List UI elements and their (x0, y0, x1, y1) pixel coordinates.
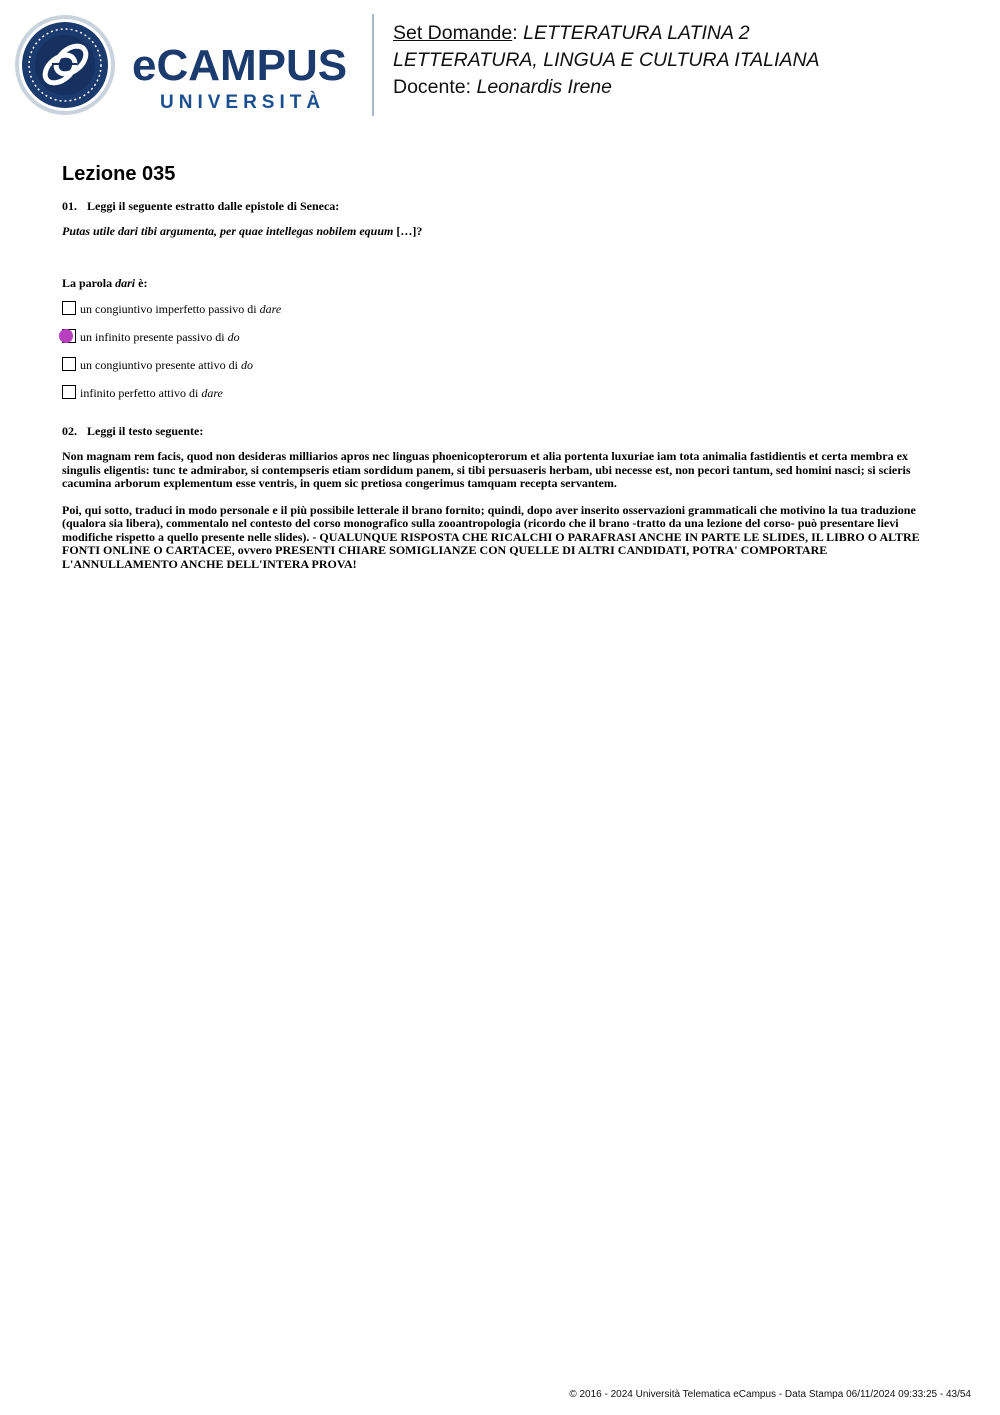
ecampus-seal-logo (14, 14, 116, 116)
selected-answer-marker (59, 329, 73, 343)
answer-options (62, 301, 922, 413)
answer-term: do (240, 358, 253, 372)
header-divider (372, 14, 374, 116)
answer-option[interactable] (62, 329, 922, 357)
answer-text: un infinito presente passivo di (80, 330, 225, 344)
answer-term: do (227, 330, 240, 344)
teacher-label: Docente: (393, 76, 472, 98)
prompt-after: è: (138, 276, 148, 290)
answer-text: un congiuntivo presente attivo di (80, 358, 238, 372)
answer-option[interactable] (62, 301, 922, 329)
answer-option[interactable] (62, 385, 922, 413)
quote-latin: Putas utile dari tibi argumenta, per quae intellegas nobilem equum (62, 224, 394, 238)
page-footer: © 2016 - 2024 Università Telematica eCampus - Data Stampa 06/11/2024 09:33:25 - 43/54 (569, 1389, 971, 1400)
answer-checkbox[interactable] (62, 357, 76, 371)
set-line-2 (393, 47, 820, 74)
answer-checkbox[interactable] (62, 301, 76, 315)
wordmark-main: eCAMPUS (132, 41, 348, 90)
answer-option[interactable] (62, 357, 922, 385)
question-number: 02. (62, 424, 77, 438)
answer-label (80, 357, 253, 373)
question-title (62, 198, 922, 214)
teacher-line (393, 74, 820, 101)
wordmark-sub: UNIVERSITÀ (160, 92, 326, 113)
answer-label (80, 329, 240, 345)
question-prompt (62, 275, 922, 291)
question-text: Leggi il testo seguente: (87, 424, 204, 438)
question-02 (62, 423, 922, 571)
question-quote (62, 223, 922, 239)
ecampus-wordmark (132, 40, 358, 114)
set-value-line1: LETTERATURA LATINA 2 (523, 22, 750, 44)
set-value-line2: LETTERATURA, LINGUA E CULTURA ITALIANA (393, 49, 820, 71)
lesson-title: Lezione 035 (62, 163, 176, 185)
prompt-before: La parola (62, 276, 113, 290)
page-header (0, 0, 1000, 130)
translation-instructions: Poi, qui sotto, traduci in modo personale e il più possibile letterale il brano fornito; quindi, dopo aver inserito osservazioni grammaticali che motivino la tua traduzione (qualora sia libera), commentalo nel contesto del corso monografico sulla zooantropologia (ricordo che il brano -tratto da una lezione del corso- può presentare lievi modifiche rispetto a quello presente nelle slides). - QUALUNQUE RISPOSTA CHE RICALCHI O PARAFRASI ANCHE IN PARTE LE SLIDES, IL LIBRO O ALTRE FONTI ONLINE O CARTACEE, ovvero PRESENTI CHIARE SOMIGLIANZE CON QUELLE DI ALTRI CANDIDATI, POTRA' COMPORTARE L'ANNULLAMENTO ANCHE DELL'INTERA PROVA! (62, 502, 920, 571)
question-number: 01. (62, 199, 77, 213)
prompt-word: dari (115, 276, 136, 290)
answer-text: un congiuntivo imperfetto passivo di (80, 302, 257, 316)
teacher-name: Leonardis Irene (476, 76, 612, 98)
question-text: Leggi il seguente estratto dalle epistole di Seneca: (87, 199, 340, 213)
answer-label (80, 385, 223, 401)
answer-text: infinito perfetto attivo di (80, 386, 199, 400)
answer-term: dare (201, 386, 223, 400)
answer-term: dare (259, 302, 282, 316)
answer-checkbox[interactable] (62, 385, 76, 399)
lesson-content (62, 160, 922, 571)
quote-tail: […]? (396, 224, 423, 238)
question-title (62, 423, 922, 439)
question-01 (62, 198, 922, 413)
set-line: Set Domande: LETTERATURA LATINA 2 (393, 22, 750, 44)
answer-label (80, 301, 281, 317)
set-label: Set Domande (393, 22, 513, 44)
latin-passage: Non magnam rem facis, quod non desideras milliarios apros nec linguas phoenicopterorum et alia portenta luxuriae iam tota animalia fastidientis et certa membra ex singulis eligentis: tunc te admirabor, si contempseris etiam sordidum panem, si tibi persuaseris herbam, ubi necesse est, non pecori tantum, sed homini nasci; si scieris cacumina arborum explementum esse ventris, in quem sic pretiosa congerimus tamquam recepta servantem. (62, 449, 911, 490)
course-info (393, 20, 820, 101)
